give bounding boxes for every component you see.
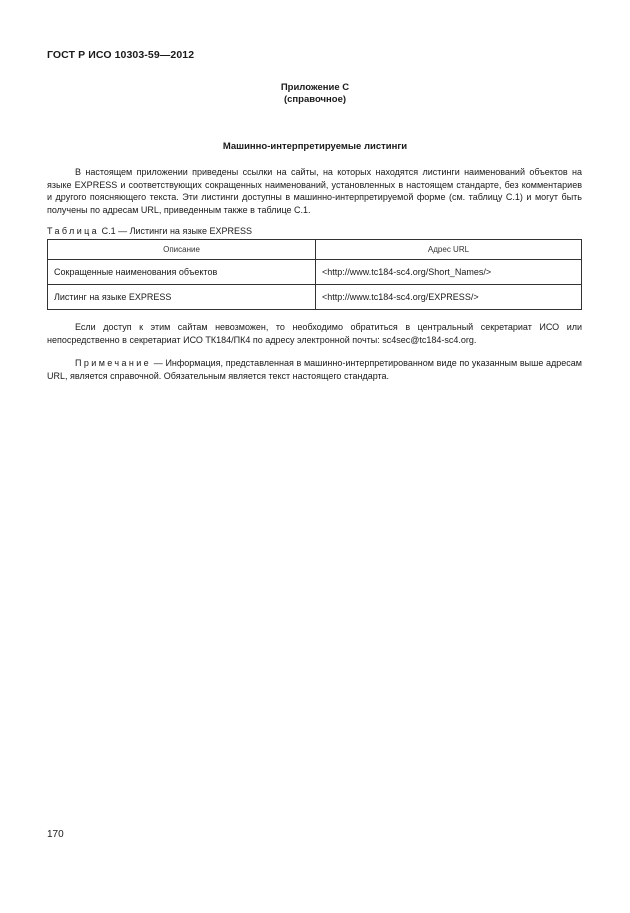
page-number: 170 — [47, 829, 64, 840]
note-text: — Информация, представленная в машинно-интерпретированном виде по указанным выше адресам URL, является справочной. Обязательным является текст настоящего стандарта. — [47, 358, 582, 381]
table-row — [48, 260, 582, 285]
document-id-header: ГОСТ Р ИСО 10303-59—2012 — [47, 49, 195, 61]
header-url: Адрес URL — [316, 240, 582, 260]
note-paragraph — [47, 357, 582, 382]
intro-paragraph: В настоящем приложении приведены ссылки на сайты, на которых находятся листинги наименований объектов на языке EXPRESS и соответствующих сокращенных наименований, установленных в настоящем стандарте, без комментариев и другого поясняющего текста. Эти листинги доступны в машинно-интерпретируемой форме (см. таблицу С.1) и могут быть получены по адресам URL, приведенным также в таблице С.1. — [47, 167, 582, 215]
listings-table — [47, 239, 582, 310]
row-description: Листинг на языке EXPRESS — [48, 285, 316, 310]
note-label: Примечание — [75, 358, 152, 368]
row-url: <http://www.tc184-sc4.org/Short_Names/> — [316, 260, 582, 285]
appendix-title: Приложение С — [280, 82, 350, 93]
appendix-subtitle: (справочное) — [283, 94, 347, 105]
section-title: Машинно-интерпретируемые листинги — [222, 141, 408, 152]
table-row — [48, 285, 582, 310]
table-caption-text: С.1 — Листинги на языке EXPRESS — [99, 226, 252, 236]
row-description: Сокращенные наименования объектов — [48, 260, 316, 285]
appendix-heading — [0, 82, 630, 106]
table-caption-label: Таблица — [47, 226, 100, 236]
header-description: Описание — [48, 240, 316, 260]
row-url: <http://www.tc184-sc4.org/EXPRESS/> — [316, 285, 582, 310]
table-caption — [47, 226, 252, 236]
table-header-row — [48, 240, 582, 260]
contact-paragraph: Если доступ к этим сайтам невозможен, то необходимо обратиться в центральный секретариат ИСО или непосредственно в секретариат ИСО ТК184/ПК4 по адресу электронной почты: sc4sec@tc184-sc4.org. — [47, 322, 582, 345]
